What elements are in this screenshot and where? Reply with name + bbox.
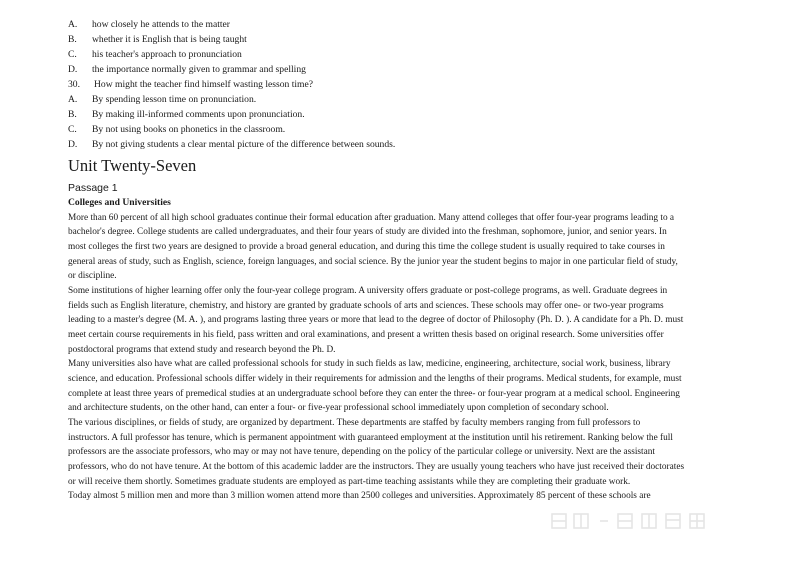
option-30-c [68, 124, 285, 136]
unit-title: Unit Twenty-Seven [68, 156, 197, 175]
body-line: science, and education. Professional schools differ widely in their requirements for admission and the lengths of their programs. Medical students, for example, must [68, 374, 682, 384]
option-29-b [68, 34, 247, 46]
option-text: By making ill-informed comments upon pronunciation. [92, 109, 305, 120]
question-text: How might the teacher find himself wasting lesson time? [94, 79, 314, 90]
option-text: how closely he attends to the matter [92, 19, 231, 30]
body-line: professors are the associate professors, who may or may not have tenure, depending on the policy of the particular college or university. Next are the assistant [68, 447, 655, 457]
body-line: Many universities also have what are called professional schools for study in such fields as law, medicine, engineering, architecture, social work, business, library [68, 359, 671, 369]
body-line: meet certain course requirements in his field, pass written and oral examinations, and present a written thesis based on original research. Some universities offer [68, 330, 664, 340]
option-29-d [68, 64, 306, 76]
option-letter: D. [68, 139, 78, 150]
body-line: Today almost 5 million men and more than 3 million women attend more than 2500 colleges and universities. Approximately 85 percent of these schools are [68, 491, 651, 501]
option-30-d [68, 139, 395, 151]
option-letter: C. [68, 49, 77, 60]
body-line: bachelor's degree. College students are called undergraduates, and their four years of study are divided into the freshman, sophomore, junior, and senior years. In [68, 227, 667, 237]
option-letter: B. [68, 34, 77, 45]
option-text: By spending lesson time on pronunciation. [92, 94, 257, 105]
body-line: postdoctoral programs that extend study and research beyond the Ph. D. [68, 345, 336, 355]
body-line: most colleges the first two years are designed to provide a broad general education, and during this time the college student is usually required to take courses in [68, 242, 665, 252]
body-line: The various disciplines, or fields of study, are organized by department. These departments are staffed by faculty members ranging from full professors to [68, 418, 641, 428]
option-text: whether it is English that is being taught [92, 34, 247, 45]
option-text: By not using books on phonetics in the classroom. [92, 124, 286, 135]
body-line: and architecture students, on the other hand, can enter a four- or five-year professional school immediately upon completion of secondary school. [68, 403, 609, 413]
body-line: general areas of study, such as English, science, foreign languages, and social science. By the junior year the student begins to major in one particular field of study, [68, 257, 678, 267]
option-text: the importance normally given to grammar and spelling [92, 64, 306, 75]
passage-label: Passage 1 [68, 182, 118, 194]
option-letter: D. [68, 64, 78, 75]
body-line: or will receive them shortly. Sometimes graduate students are employed as part-time teaching assistants while they are completing their graduate work. [68, 477, 631, 487]
body-line: More than 60 percent of all high school graduates continue their formal education after graduation. Many attend colleges that offer four-year programs leading to a [68, 213, 675, 223]
option-text: By not giving students a clear mental picture of the difference between sounds. [92, 139, 396, 150]
option-letter: A. [68, 19, 78, 30]
watermark-mark [548, 511, 728, 531]
body-line: leading to a master's degree (M. A. ), and programs lasting three years or more that lead to the degree of doctor of Philosophy (Ph. D. ). A candidate for a Ph. D. must [68, 315, 684, 325]
body-line: fields such as English literature, chemistry, and history are granted by graduate schools of arts and sciences. These schools may offer one- or two-year programs [68, 301, 664, 311]
body-line: complete at least three years of premedical studies at an undergraduate school before they can enter the three- or four-year program at a medical school. Engineering [68, 389, 680, 399]
section-heading: Colleges and Universities [68, 197, 171, 208]
question-number: 30. [68, 79, 80, 90]
option-29-c [68, 49, 242, 61]
body-line: or discipline. [68, 271, 117, 281]
option-30-a [68, 94, 256, 106]
body-line: professors, who do not have tenure. At the bottom of this academic ladder are the instructors. They are usually young teachers who have just received their doctorates [68, 462, 685, 472]
option-text: his teacher's approach to pronunciation [92, 49, 242, 60]
body-line: instructors. A full professor has tenure, which is permanent appointment with guaranteed employment at the institution until his retirement. Ranking below the full [68, 433, 673, 443]
option-30-b [68, 109, 305, 121]
question-30 [68, 79, 313, 91]
option-letter: B. [68, 109, 77, 120]
body-line: Some institutions of higher learning offer only the four-year college program. A university offers graduate or post-college programs, as well. Graduate degrees in [68, 286, 668, 296]
option-letter: A. [68, 94, 78, 105]
option-29-a [68, 19, 230, 31]
option-letter: C. [68, 124, 77, 135]
